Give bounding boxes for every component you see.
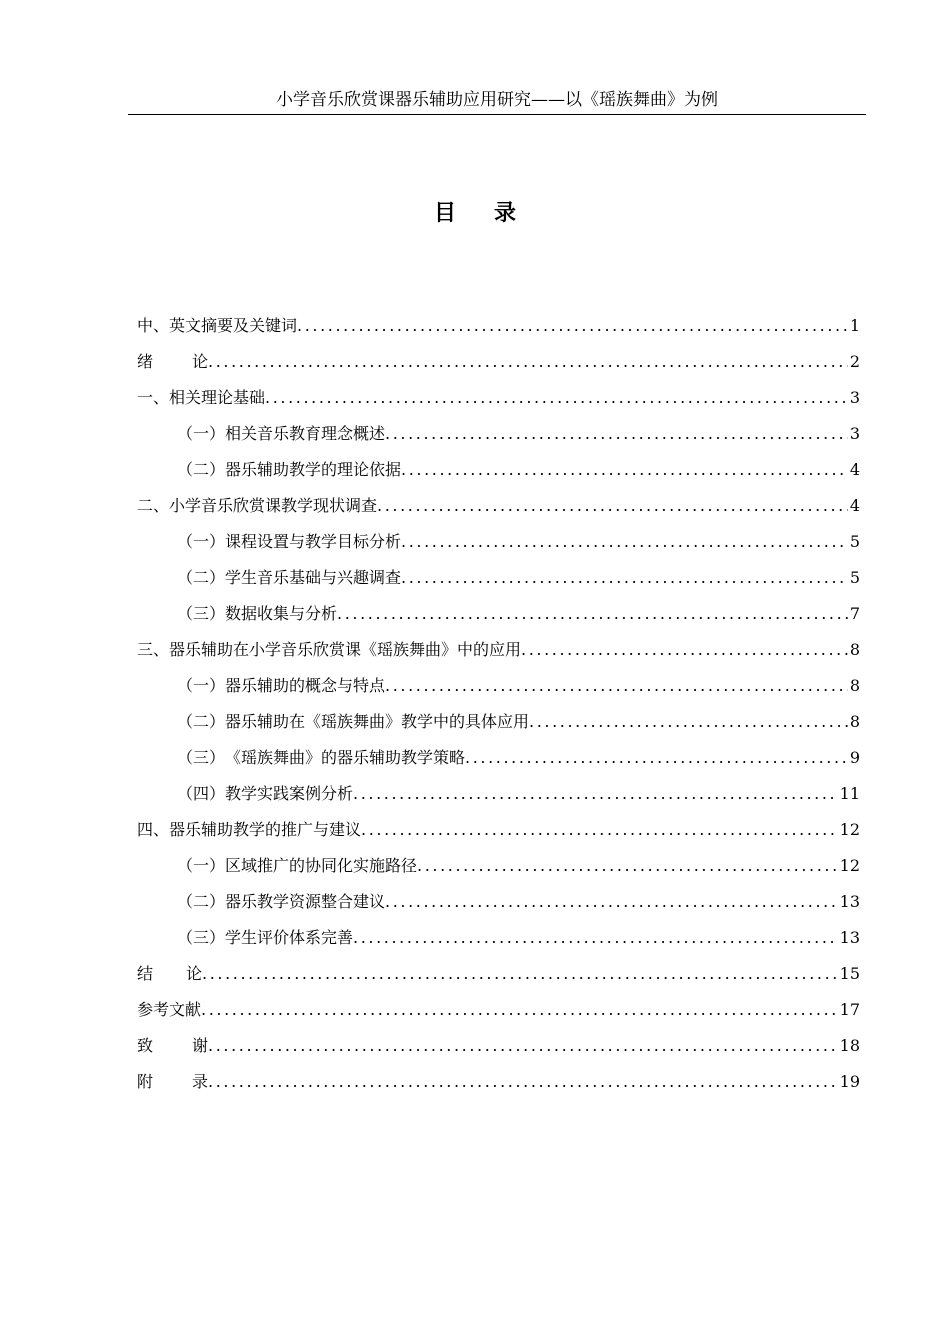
toc-entry-number: 四、 — [137, 820, 170, 839]
toc-entry-page: 11 — [839, 784, 860, 803]
toc-entry-page: 3 — [849, 424, 860, 443]
dot-leader — [401, 565, 848, 591]
toc-entry[interactable] — [137, 745, 860, 781]
dot-leader — [361, 817, 838, 843]
toc-entry-page: 19 — [839, 1072, 860, 1091]
toc-entry-label: 小学音乐欣赏课教学现状调查 — [169, 496, 378, 515]
toc-entry-label: 学生音乐基础与兴趣调查 — [225, 568, 402, 587]
toc-entry[interactable] — [137, 997, 860, 1033]
dot-leader — [401, 529, 848, 555]
toc-entry-number: （一） — [177, 676, 226, 695]
dot-leader — [401, 457, 848, 483]
toc-entry[interactable] — [137, 637, 860, 673]
toc-entry-page: 9 — [849, 748, 860, 767]
toc-entry-label: 器乐辅助在《瑶族舞曲》教学中的具体应用 — [225, 712, 530, 731]
dot-leader — [208, 1069, 838, 1095]
toc-entry-label: 结论 — [137, 964, 236, 983]
toc-entry[interactable] — [137, 493, 860, 529]
toc-entry-number: （二） — [177, 892, 226, 911]
toc-entry-label: 教学实践案例分析 — [225, 784, 354, 803]
toc-entry[interactable] — [137, 889, 860, 925]
toc-entry-number: （一） — [177, 856, 226, 875]
toc-entry-number: 一、 — [137, 388, 170, 407]
toc-entry-label: 器乐教学资源整合建议 — [225, 892, 386, 911]
dot-leader — [297, 313, 848, 339]
toc-entry-page: 15 — [839, 964, 860, 983]
toc-entry-label: 绪论 — [137, 352, 248, 371]
toc-entry-label: 器乐辅助在小学音乐欣赏课《瑶族舞曲》中的应用 — [169, 640, 522, 659]
toc-entry[interactable] — [137, 313, 860, 349]
toc-entry[interactable] — [137, 1033, 860, 1069]
dot-leader — [353, 925, 838, 951]
running-header-title: 小学音乐欣赏课器乐辅助应用研究——以《瑶族舞曲》为例 — [276, 90, 718, 110]
toc-entry-number: （二） — [177, 712, 226, 731]
toc-entry-label: 学生评价体系完善 — [225, 928, 354, 947]
toc-entry-number: （二） — [177, 568, 226, 587]
toc-entry-number: （一） — [177, 424, 226, 443]
dot-leader — [353, 781, 838, 807]
toc-entry-label: 附录 — [137, 1072, 248, 1091]
toc-entry-number: （三） — [177, 748, 226, 767]
dot-leader — [465, 745, 848, 771]
dot-leader — [385, 421, 848, 447]
toc-entry-page: 5 — [849, 568, 860, 587]
toc-entry-label: 相关音乐教育理念概述 — [225, 424, 386, 443]
dot-leader — [529, 709, 848, 735]
dot-leader — [521, 637, 848, 663]
dot-leader — [417, 853, 838, 879]
dot-leader — [201, 997, 838, 1023]
toc-entry[interactable] — [137, 601, 860, 637]
dot-leader — [385, 673, 848, 699]
toc-entry-label: 中、英文摘要及关键词 — [137, 316, 298, 335]
toc-entry[interactable] — [137, 529, 860, 565]
toc-entry-page: 8 — [849, 676, 860, 695]
toc-entry[interactable] — [137, 385, 860, 421]
toc-entry-page: 8 — [849, 712, 860, 731]
dot-leader — [337, 601, 848, 627]
toc-entry-number: （二） — [177, 460, 226, 479]
toc-entry[interactable] — [137, 961, 860, 997]
toc-entry-number: （一） — [177, 532, 226, 551]
toc-entry-page: 4 — [849, 496, 860, 515]
toc-entry[interactable] — [137, 709, 860, 745]
toc-entry-label: 区域推广的协同化实施路径 — [225, 856, 418, 875]
toc-entry[interactable] — [137, 925, 860, 961]
toc-title: 目录 — [433, 200, 554, 226]
toc-entry-page: 18 — [839, 1036, 860, 1055]
dot-leader — [377, 493, 848, 519]
toc-entry-number: （三） — [177, 604, 226, 623]
toc-entry-page: 7 — [849, 604, 860, 623]
toc-entry-page: 2 — [849, 352, 860, 371]
toc-entry-label: 相关理论基础 — [169, 388, 266, 407]
toc-entry[interactable] — [137, 817, 860, 853]
toc-entry-label: 器乐辅助的概念与特点 — [225, 676, 386, 695]
dot-leader — [385, 889, 838, 915]
toc-entry-number: （三） — [177, 928, 226, 947]
toc-entry[interactable] — [137, 565, 860, 601]
toc-entry-page: 17 — [839, 1000, 860, 1019]
toc-entry-label: 《瑶族舞曲》的器乐辅助教学策略 — [225, 748, 466, 767]
toc-entry[interactable] — [137, 673, 860, 709]
toc-entry[interactable] — [137, 781, 860, 817]
toc-entry-page: 12 — [839, 856, 860, 875]
toc-entry[interactable] — [137, 853, 860, 889]
dot-leader — [265, 385, 848, 411]
toc-entry-label: 器乐辅助教学的推广与建议 — [169, 820, 362, 839]
toc-entry[interactable] — [137, 421, 860, 457]
toc-entry[interactable] — [137, 457, 860, 493]
toc-entry-page: 13 — [839, 928, 860, 947]
toc-entry-number: 三、 — [137, 640, 170, 659]
toc-list — [137, 313, 860, 1105]
toc-entry[interactable] — [137, 1069, 860, 1105]
toc-entry-label: 课程设置与教学目标分析 — [225, 532, 402, 551]
toc-entry-page: 12 — [839, 820, 860, 839]
dot-leader — [208, 1033, 838, 1059]
toc-entry-page: 1 — [849, 316, 860, 335]
toc-entry-number: 二、 — [137, 496, 170, 515]
toc-entry-page: 3 — [849, 388, 860, 407]
toc-entry-page: 4 — [849, 460, 860, 479]
toc-entry-label: 器乐辅助教学的理论依据 — [225, 460, 402, 479]
header-rule — [128, 114, 866, 115]
toc-entry-label: 参考文献 — [137, 1000, 202, 1019]
dot-leader — [208, 349, 848, 375]
toc-entry-label: 致谢 — [137, 1036, 248, 1055]
toc-entry[interactable] — [137, 349, 860, 385]
dot-leader — [202, 961, 838, 987]
toc-entry-page: 8 — [849, 640, 860, 659]
toc-entry-label: 数据收集与分析 — [225, 604, 338, 623]
toc-entry-page: 5 — [849, 532, 860, 551]
toc-entry-page: 13 — [839, 892, 860, 911]
toc-entry-number: （四） — [177, 784, 226, 803]
